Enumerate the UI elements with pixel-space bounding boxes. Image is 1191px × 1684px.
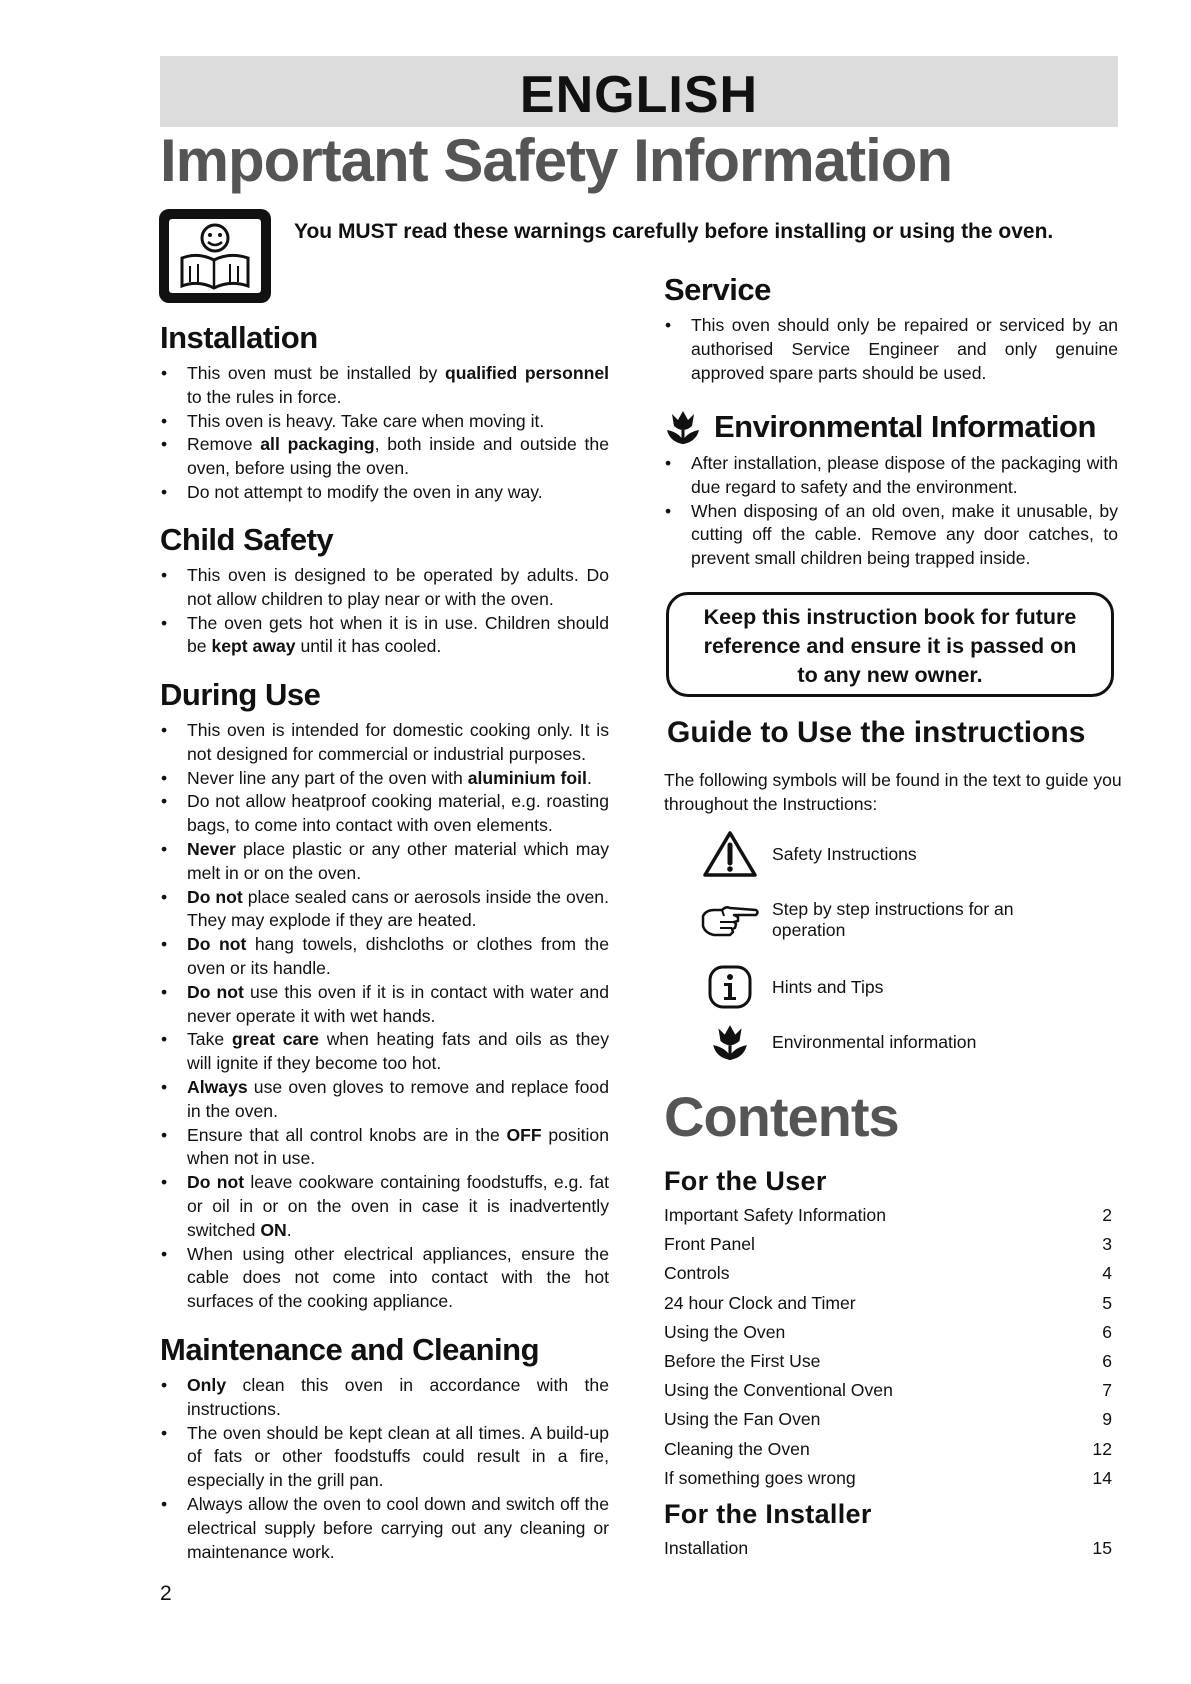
list-item-text: Do not attempt to modify the oven in any way. — [187, 481, 543, 502]
environmental-heading-row — [664, 408, 1118, 446]
environmental-section — [664, 408, 1118, 571]
during-use-heading: During Use — [160, 677, 321, 712]
toc-entry-page: 2 — [1102, 1205, 1112, 1225]
list-item-text: all packaging — [260, 434, 375, 455]
symbol-step-label: Step by step instructions for an operation — [772, 899, 1014, 940]
child-safety-heading: Child Safety — [160, 522, 334, 557]
toc-entry-label: Cleaning the Oven — [664, 1438, 810, 1459]
list-item-text: , both inside and outside the oven, before using the oven. — [187, 434, 609, 479]
list-item — [160, 1028, 609, 1076]
list-item-text: hang towels, dishcloths or clothes from the oven or its handle. — [187, 934, 609, 978]
toc-installer-heading: For the Installer — [664, 1499, 872, 1530]
list-item — [664, 452, 1118, 500]
maintenance-list — [160, 1374, 609, 1564]
toc-row — [664, 1318, 1112, 1347]
maintenance-section — [160, 1332, 609, 1564]
toc-row — [664, 1405, 1112, 1434]
toc-entry-page: 4 — [1102, 1263, 1112, 1284]
list-item-text: Do not — [187, 1172, 245, 1193]
toc-row — [664, 1347, 1112, 1376]
list-item-text: ON — [260, 1219, 287, 1240]
toc-row — [664, 1201, 1112, 1230]
warning-triangle-icon — [700, 828, 760, 880]
list-item-text: place sealed cans or aerosols inside the oven. They may explode if they are heated. — [187, 886, 609, 931]
list-item-text: position when not in use. — [187, 1124, 609, 1169]
list-item — [160, 564, 609, 612]
list-item-text: Only — [187, 1375, 227, 1395]
list-item-text: This oven must be installed by — [187, 363, 445, 383]
toc-entry-label: Using the Fan Oven — [664, 1409, 821, 1430]
list-item — [160, 719, 609, 767]
service-heading: Service — [664, 272, 771, 307]
list-item — [160, 1171, 609, 1242]
child-safety-section — [160, 522, 609, 659]
environmental-heading: Environmental Information — [714, 409, 1096, 444]
list-item-text: aluminium foil — [467, 767, 587, 788]
tulip-flower-icon — [700, 1016, 760, 1068]
list-item — [160, 612, 609, 660]
symbol-hints-label: Hints and Tips — [772, 976, 884, 997]
toc-entry-label: Controls — [664, 1263, 730, 1284]
symbol-safety-row — [700, 828, 1120, 880]
list-item-text: when heating fats and oils as they will ignite if they become too hot. — [187, 1029, 609, 1074]
list-item-text: This oven should only be repaired or serviced by an authorised Service Engineer and only genuine approved spare parts should be used. — [691, 315, 1118, 383]
toc-installer-list — [664, 1534, 1112, 1563]
installation-list — [160, 362, 609, 505]
maintenance-heading: Maintenance and Cleaning — [160, 1332, 540, 1367]
must-read-warning: You MUST read these warnings carefully before installing or using the oven. — [294, 220, 1054, 243]
list-item — [160, 481, 609, 505]
list-item — [160, 1493, 609, 1564]
list-item — [160, 838, 609, 886]
list-item-text: . — [286, 1219, 292, 1240]
list-item-text: Do not — [187, 981, 244, 1002]
list-item-text: Take — [187, 1029, 232, 1050]
list-item-text: until it has cooled. — [295, 636, 442, 657]
list-item — [160, 767, 609, 791]
list-item-text: The oven gets hot when it is in use. Children should be — [187, 612, 609, 657]
toc-entry-page: 15 — [1092, 1538, 1112, 1559]
service-section — [664, 272, 1118, 385]
list-item-text: Remove — [187, 434, 261, 455]
toc-entry-label: 24 hour Clock and Timer — [664, 1292, 856, 1313]
pointing-hand-icon — [700, 894, 760, 946]
during-use-list — [160, 719, 609, 1314]
tulip-flower-icon — [664, 408, 702, 446]
list-item-text: Always allow the oven to cool down and switch off the electrical supply before carrying out any cleaning or maintenance work. — [187, 1493, 609, 1562]
child-safety-list — [160, 564, 609, 659]
list-item — [160, 1422, 609, 1493]
list-item-text: OFF — [506, 1124, 542, 1145]
list-item — [160, 886, 609, 934]
during-use-section — [160, 677, 609, 1314]
language-banner: ENGLISH — [160, 56, 1118, 127]
symbol-environment-label: Environmental information — [772, 1031, 977, 1052]
list-item-text: leave cookware containing foodstuffs, e.g. fat or oil in or on the oven in case it is inadvertently switched — [187, 1172, 609, 1240]
toc-entry-label: If something goes wrong — [664, 1467, 856, 1488]
keep-line-1: Keep this instruction book for future — [703, 605, 1077, 629]
symbol-step-row — [700, 894, 1120, 946]
list-item — [664, 500, 1118, 571]
list-item-text: to the rules in force. — [187, 386, 342, 407]
toc-row — [664, 1230, 1112, 1259]
page-number: 2 — [160, 1582, 172, 1605]
list-item-text: Do not allow heatproof cooking material, e.g. roasting bags, to come into contact with oven elements. — [187, 791, 609, 836]
symbol-safety-label: Safety Instructions — [772, 843, 917, 864]
toc-row — [664, 1289, 1112, 1318]
toc-row — [664, 1534, 1112, 1563]
list-item-text: Ensure that all control knobs are in the — [187, 1124, 507, 1145]
toc-row — [664, 1376, 1112, 1405]
toc-entry-page: 7 — [1102, 1380, 1112, 1401]
list-item-text: . — [586, 767, 592, 788]
toc-entry-label: Front Panel — [664, 1234, 755, 1255]
guide-heading: Guide to Use the instructions — [667, 716, 1086, 749]
toc-entry-page: 9 — [1102, 1409, 1112, 1430]
info-i-icon — [700, 961, 760, 1013]
list-item — [160, 1374, 609, 1422]
list-item-text: place plastic or any other material which may melt in or on the oven. — [187, 838, 609, 883]
list-item — [160, 933, 609, 981]
symbol-hints-row — [700, 961, 1120, 1013]
list-item — [160, 790, 609, 838]
list-item — [160, 1076, 609, 1124]
toc-entry-page: 3 — [1102, 1234, 1112, 1255]
toc-entry-label: Using the Conventional Oven — [664, 1380, 893, 1401]
toc-user-list — [664, 1201, 1112, 1493]
keep-instructions-notice — [666, 592, 1114, 697]
list-item — [160, 1124, 609, 1172]
list-item-text: Never — [187, 838, 236, 859]
toc-entry-label: Important Safety Information — [664, 1205, 886, 1225]
toc-entry-page: 6 — [1102, 1321, 1112, 1342]
contents-heading: Contents — [664, 1085, 899, 1148]
installation-heading: Installation — [160, 320, 318, 355]
list-item — [160, 410, 609, 434]
installation-section — [160, 320, 609, 505]
list-item — [160, 1243, 609, 1314]
list-item-text: After installation, please dispose of the packaging with due regard to safety and the environment. — [691, 453, 1118, 497]
table-of-contents — [664, 1160, 1112, 1563]
toc-row — [664, 1464, 1112, 1493]
toc-entry-page: 6 — [1102, 1351, 1112, 1372]
list-item-text: use oven gloves to remove and replace food in the oven. — [187, 1076, 609, 1121]
symbol-environment-row — [700, 1016, 1120, 1068]
toc-entry-label: Before the First Use — [664, 1351, 821, 1372]
keep-line-2: reference and ensure it is passed on — [703, 634, 1077, 658]
toc-entry-page: 12 — [1092, 1438, 1112, 1459]
toc-entry-page: 14 — [1092, 1467, 1112, 1488]
toc-entry-label: Installation — [664, 1538, 749, 1559]
list-item-text: Never line any part of the oven with — [187, 767, 468, 788]
list-item-text: Always — [187, 1076, 248, 1097]
toc-entry-label: Using the Oven — [664, 1321, 786, 1342]
list-item-text: great care — [231, 1029, 319, 1050]
keep-line-3: to any new owner. — [797, 663, 983, 687]
page-title: Important Safety Information — [160, 127, 953, 194]
list-item-text: use this oven if it is in contact with water and never operate it with wet hands. — [187, 981, 609, 1026]
list-item-text: qualified personnel — [444, 363, 609, 383]
list-item-text: This oven is heavy. Take care when moving it. — [187, 410, 545, 431]
list-item-text: Do not — [187, 886, 243, 907]
list-item-text: When using other electrical appliances, ensure the cable does not come into contact with the hot surfaces of the cooking appliance. — [187, 1243, 609, 1312]
list-item — [160, 433, 609, 481]
toc-row — [664, 1435, 1112, 1464]
list-item-text: The oven should be kept clean at all times. A build-up of fats or other foodstuffs could result in a fire, especially in the grill pan. — [187, 1422, 609, 1491]
list-item — [160, 981, 609, 1029]
list-item-text: kept away — [211, 636, 296, 657]
toc-user-heading: For the User — [664, 1166, 827, 1196]
list-item-text: This oven is designed to be operated by adults. Do not allow children to play near or with the oven. — [187, 565, 609, 609]
person-reading-book-icon — [156, 206, 274, 306]
list-item — [160, 362, 609, 410]
list-item — [664, 314, 1118, 385]
guide-intro: The following symbols will be found in the text to guide you throughout the Instructions: — [664, 770, 1122, 814]
list-item-text: When disposing of an old oven, make it unusable, by cutting off the cable. Remove any door catches, to prevent small children being trapped inside. — [691, 500, 1118, 569]
toc-row — [664, 1259, 1112, 1288]
toc-entry-page: 5 — [1102, 1292, 1112, 1313]
list-item-text: clean this oven in accordance with the instructions. — [187, 1375, 609, 1419]
environmental-list — [664, 452, 1118, 571]
list-item-text: This oven is intended for domestic cooking only. It is not designed for commercial or industrial purposes. — [187, 720, 609, 764]
service-list — [664, 314, 1118, 385]
list-item-text: Do not — [187, 934, 247, 955]
